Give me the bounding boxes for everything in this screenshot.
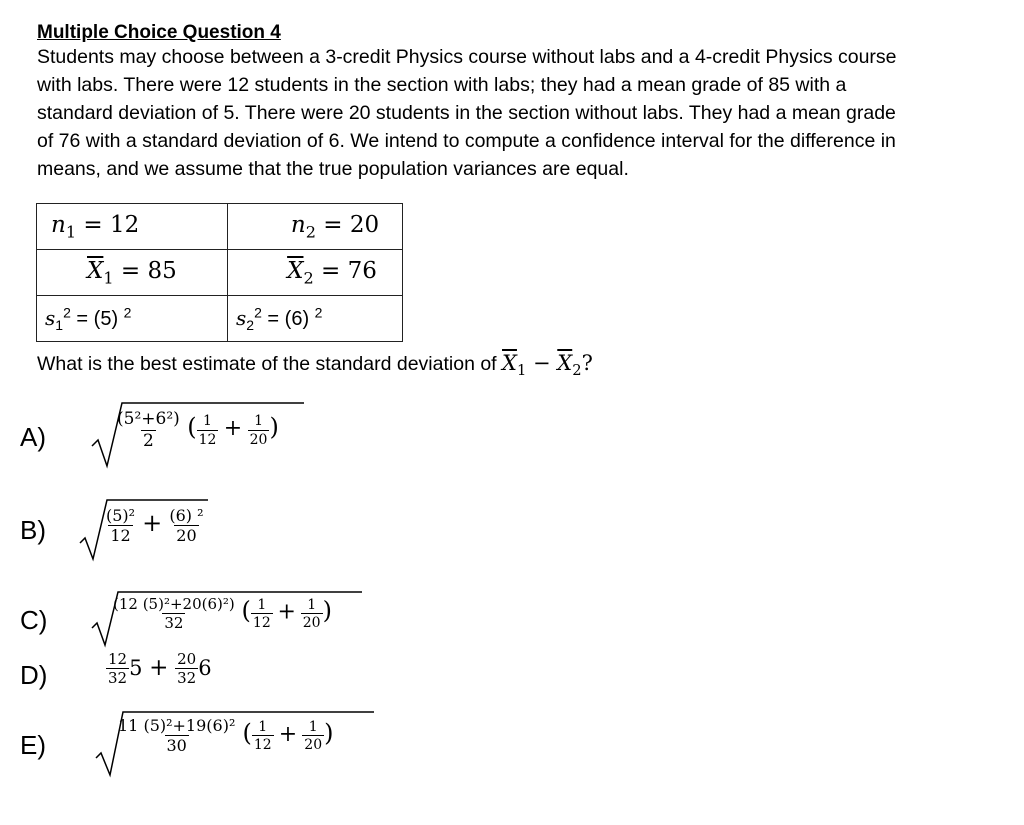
option-b-expression: $\frac{\text{(5)²}}{12}$ + $\frac{\text{(6) ²}}{20}$ [106,506,204,546]
option-c-label[interactable]: C) [20,605,48,635]
cell-n2: $n_2 = 20$ [228,204,403,250]
cell-s2sq: $s_2^2 = (6)$ $^2$ [228,296,403,342]
question-text: What is the best estimate of the standard deviation of $\overline{X}_1 - \overline{X}_2$? [37,351,593,380]
option-a-formula[interactable] [90,400,305,470]
cell-xbar2: $\overline{X}_2 = 76$ [228,250,403,296]
option-b-formula[interactable] [78,497,218,562]
option-e-expression: $\frac{\text{11 (5)²+19(6)²}}{30}$ ( $\frac{1}{12}$ + $\frac{1}{20}$ ) [118,716,334,756]
option-d-formula[interactable]: $\frac{12}{32}$ 5 + $\frac{20}{32}$ 6 [108,650,212,688]
problem-line-4: of 76 with a standard deviation of 6. We intend to compute a confidence interval for the difference in [37,130,896,152]
problem-line-1: Students may choose between a 3-credit Physics course without labs and a 4-credit Physics course [37,46,897,68]
cell-s1sq: $s_1^2 = (5)$ $^2$ [37,296,228,342]
cell-n1: $n_1 = 12$ [37,204,228,250]
given-values-table [36,203,403,342]
option-d-label[interactable]: D) [20,660,48,690]
option-e-label[interactable]: E) [20,730,46,760]
option-c-expression: $\frac{\text{(12 (5)²+20(6)²)}}{32}$ ( $\frac{1}{12}$ + $\frac{1}{20}$ ) [113,595,332,633]
option-a-expression: $\frac{\text{(5²+6²)}}{2}$ ( $\frac{1}{12}$ + $\frac{1}{20}$ ) [117,409,279,451]
option-c-formula[interactable] [90,588,365,648]
option-a-label[interactable]: A) [20,422,46,452]
option-b-label[interactable]: B) [20,515,46,545]
problem-line-2: with labs. There were 12 students in the section with labs; they had a mean grade of 85 with a [37,74,847,96]
cell-xbar1: $\overline{X}_1 = 85$ [37,250,228,296]
question-title: Multiple Choice Question 4 [37,22,281,43]
problem-line-5: means, and we assume that the true population variances are equal. [37,158,629,180]
problem-line-3: standard deviation of 5. There were 20 students in the section without labs. They had a mean grade [37,102,896,124]
option-e-formula[interactable] [94,708,379,778]
